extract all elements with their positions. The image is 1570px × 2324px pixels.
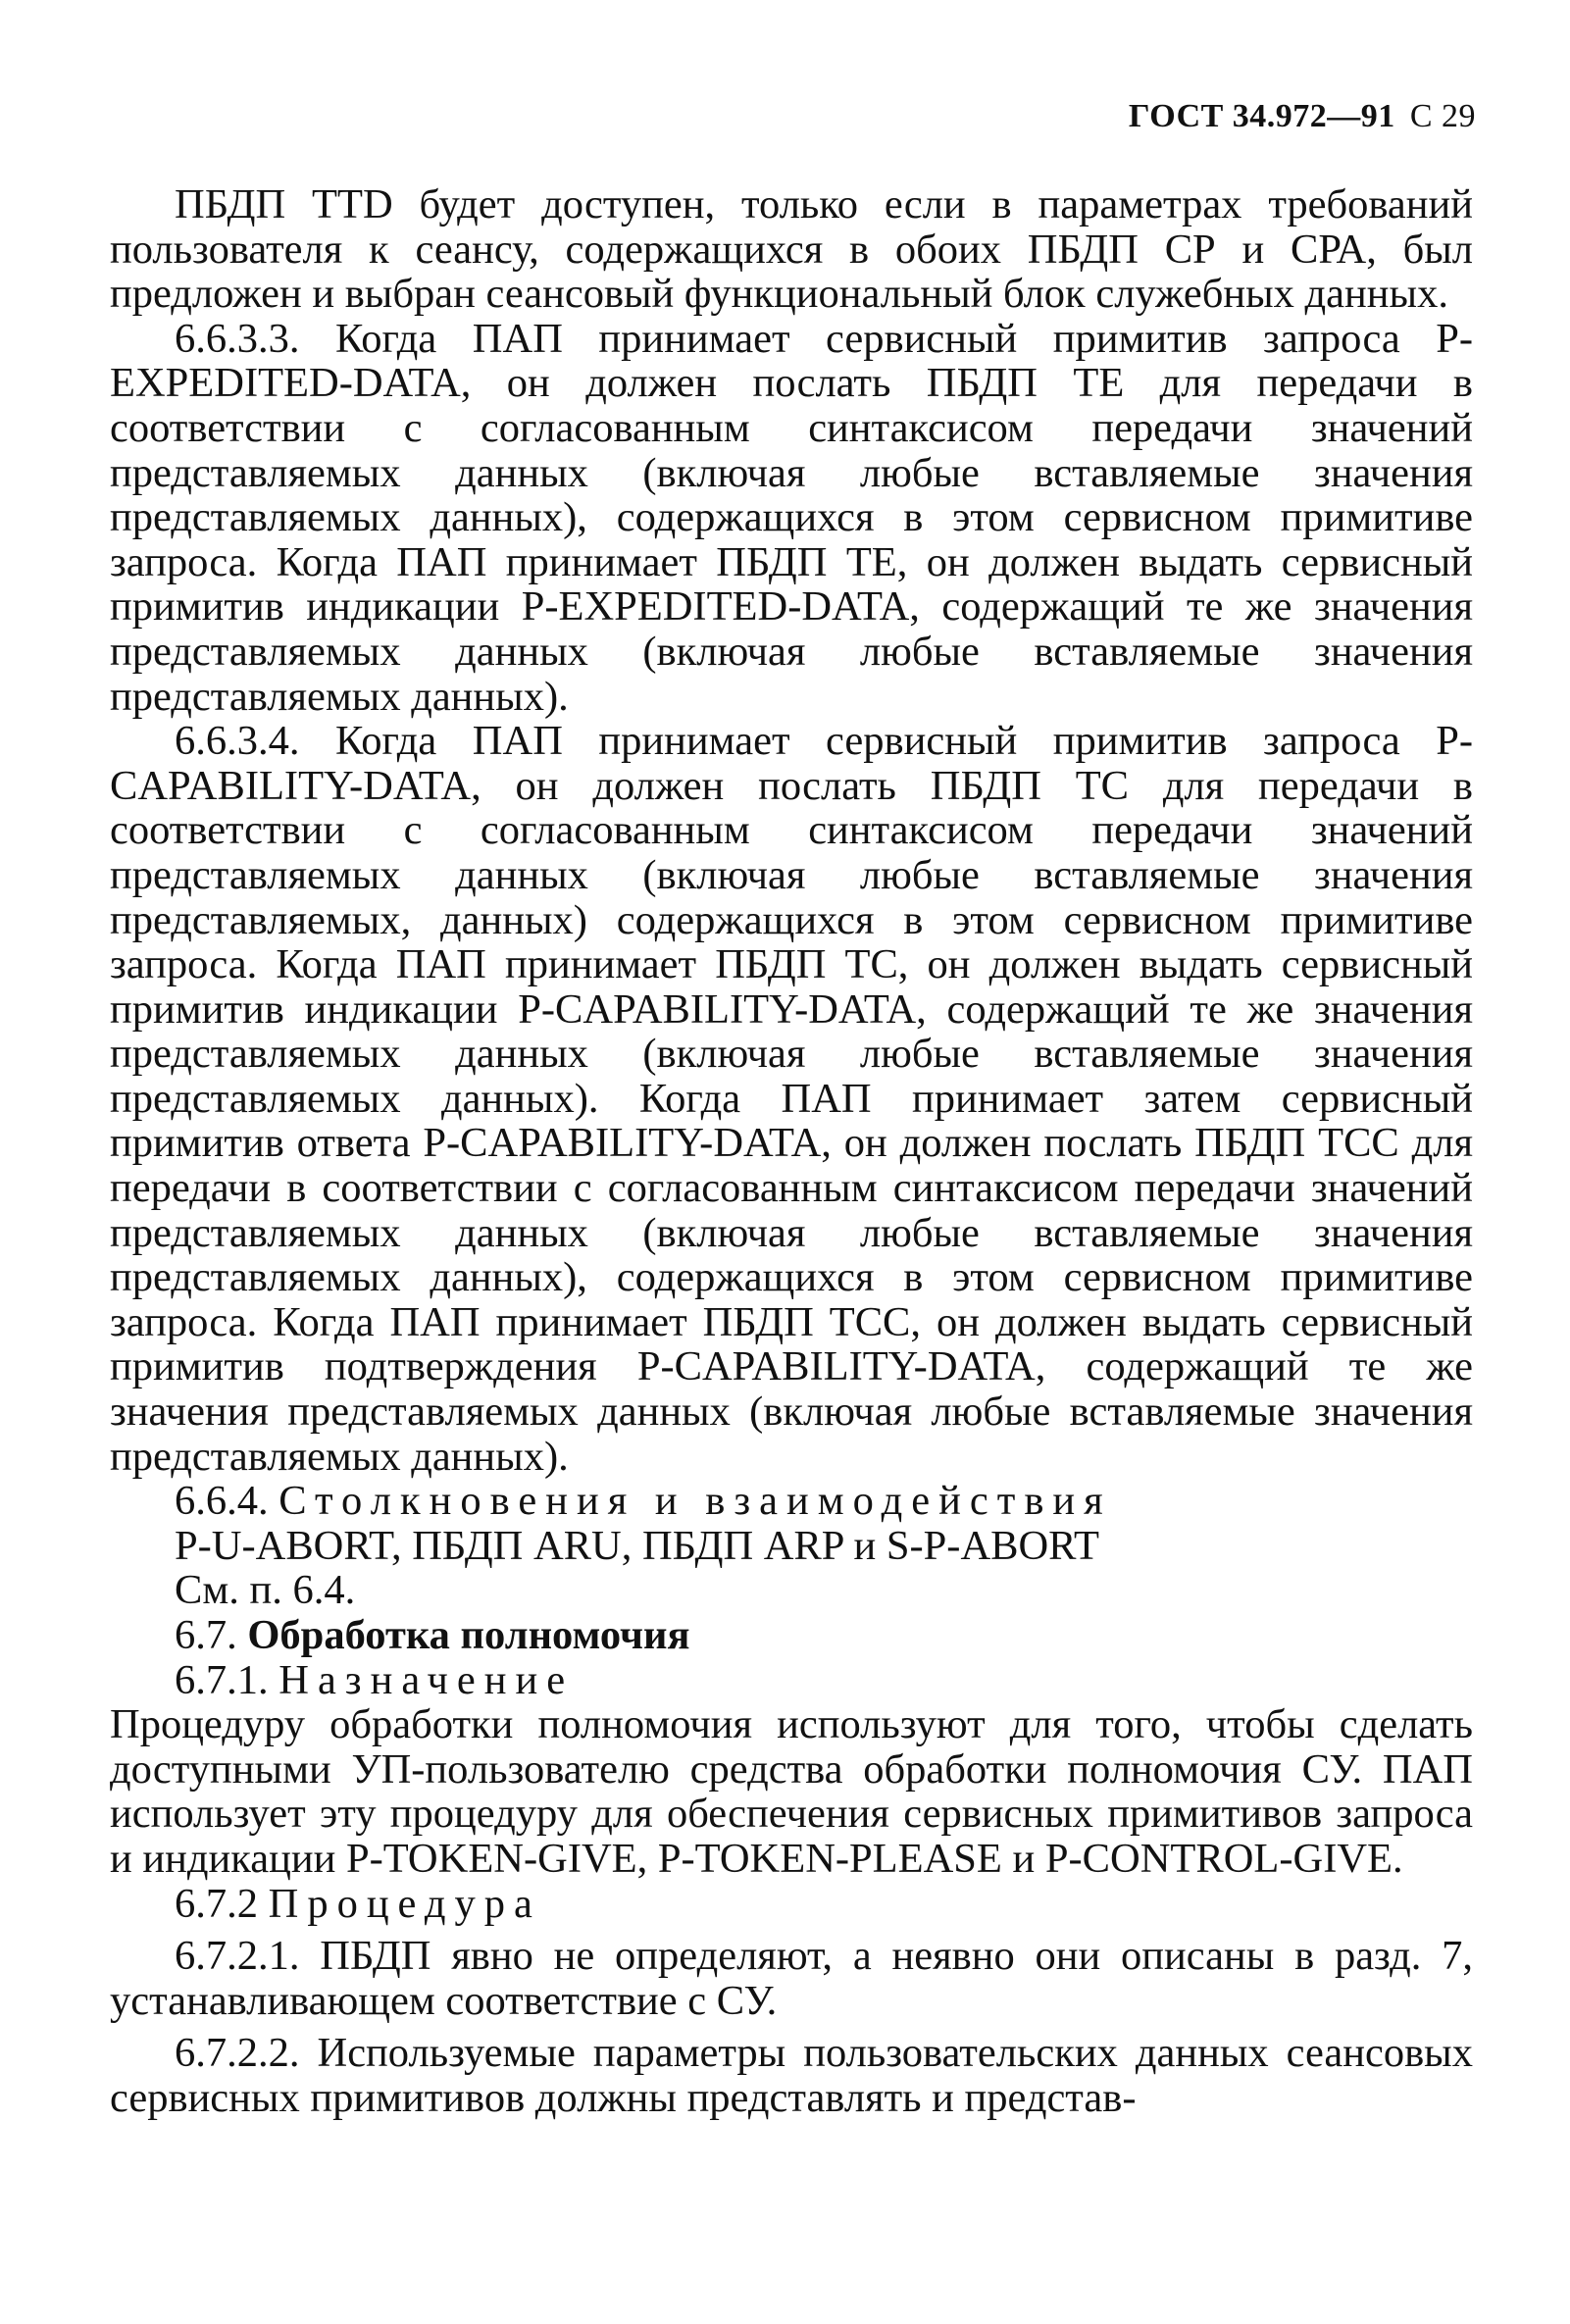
body-text — [110, 182, 1473, 2121]
heading-6-7-2-number: 6.7.2 — [175, 1880, 258, 1927]
heading-6-6-4-line2: P-U-ABORT, ПБДП ARU, ПБДП ARP и S-P-ABORT — [175, 1522, 1099, 1569]
reference-6-4: См. п. 6.4. — [175, 1567, 356, 1614]
heading-6-6-4-title: Столкновения и взаимодействия — [279, 1478, 1112, 1525]
paragraph-6-6-3-3: 6.6.3.3. Когда ПАП принимает сервисный примитив запроса P-EXPEDITED-DATA, он должен послать ПБДП ТЕ для передачи в соответствии с согласованным синтаксисом передачи значений представляемых данных (включая любые вставляемые значения представляемых данных), содержащихся в этом сервисном примитиве запроса. Когда ПАП принимает ПБДП ТЕ, он должен выдать сервисный примитив индикации P-EXPEDITED-DATA, содержащий те же значения представляемых данных (включая любые вставляемые значения представляемых данных). — [110, 315, 1473, 720]
heading-6-7 — [110, 1613, 1473, 1658]
heading-6-6-4-number: 6.6.4. — [175, 1478, 269, 1525]
heading-6-6-4 — [110, 1479, 1473, 1524]
heading-6-7-1-number: 6.7.1. — [175, 1656, 269, 1703]
heading-6-7-1-title: Назначение — [279, 1656, 575, 1703]
standard-number: ГОСТ 34.972—91 — [1128, 98, 1395, 134]
heading-6-7-1 — [110, 1658, 1473, 1703]
paragraph-6-7-2-2: 6.7.2.2. Используемые параметры пользовательских данных сеансовых сервисных примитивов должны представлять и представ- — [110, 2030, 1473, 2121]
paragraph-6-6-3-4: 6.6.3.4. Когда ПАП принимает сервисный примитив запроса P-CAPABILITY-DATA, он должен послать ПБДП ТС для передачи в соответствии с согласованным синтаксисом передачи значений представляемых данных (включая любые вставляемые значения представляемых, данных) содержащихся в этом сервисном примитиве запроса. Когда ПАП принимает ПБДП ТС, он должен выдать сервисный примитив индикации P-CAPABILITY-DATA, содержащий те же значения представляемых данных (включая любые вставляемые значения представляемых данных). Когда ПАП принимает затем сервисный примитив ответа P-CAPABILITY-DATA, он должен послать ПБДП ТСС для передачи в соответствии с согласованным синтаксисом передачи значений представляемых данных (включая любые вставляемые значения представляемых данных), содержащихся в этом сервисном примитиве запроса. Когда ПАП принимает ПБДП ТСС, он должен выдать сервисный примитив подтверждения P-CAPABILITY-DATA, содержащий те же значения представляемых данных (включая любые вставляемые значения представляемых данных). — [110, 718, 1473, 1480]
heading-6-7-2-title: Процедура — [268, 1880, 541, 1927]
page-header — [1129, 98, 1476, 135]
heading-6-7-title: Обработка полномочия — [247, 1612, 690, 1658]
page-number: С 29 — [1409, 98, 1476, 134]
heading-6-7-2 — [110, 1882, 1473, 1927]
heading-6-7-number: 6.7. — [175, 1612, 237, 1658]
paragraph-ttd: ПБДП TTD будет доступен, только если в параметрах требований пользователя к сеансу, содержащихся в обоих ПБДП СР и СРА, был предложен и выбран сеансовый функциональный блок служебных данных. — [110, 181, 1473, 318]
paragraph-6-7-2-1: 6.7.2.1. ПБДП явно не определяют, а неявно они описаны в разд. 7, устанавливающем соответствие с СУ. — [110, 1933, 1473, 2024]
paragraph-6-7-1: Процедуру обработки полномочия используют для того, чтобы сделать доступными УП-пользователю средства обработки полномочия СУ. ПАП использует эту процедуру для обеспечения сервисных примитивов запроса и индикации P-TOKEN-GIVE, P-TOKEN-PLEASE и P-CONTROL-GIVE. — [110, 1701, 1473, 1882]
